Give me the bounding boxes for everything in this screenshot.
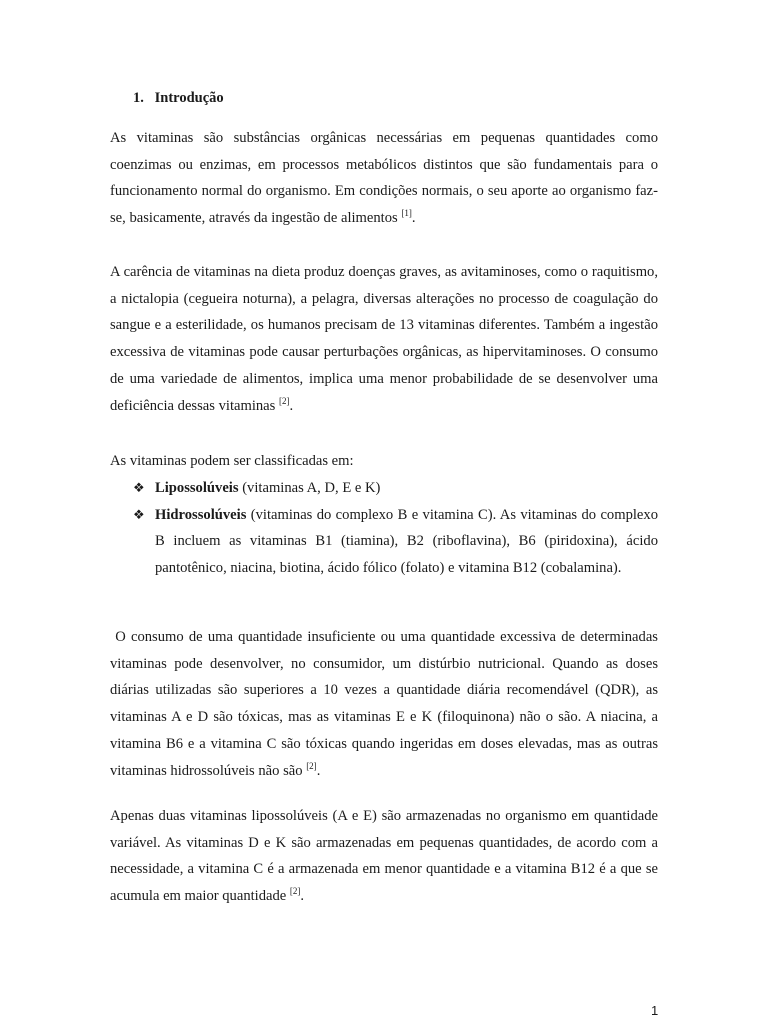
paragraph-5 xyxy=(110,803,658,910)
diamond-bullet-icon: ❖ xyxy=(133,480,145,495)
paragraph-text: As vitaminas podem ser classificadas em: xyxy=(110,453,354,469)
paragraph-3 xyxy=(110,448,658,475)
citation-ref: [2] xyxy=(306,760,317,771)
paragraph-text: Apenas duas vitaminas lipossolúveis (A e E) são armazenadas no organismo em quantidade variável. As vitaminas D e K são armazenadas em pequenas quantidades, de acordo com a necessidade, a vitamina C é a armazenada em menor quantidade e a vitamina B12 é a que se acumula em maior quantidade xyxy=(110,808,658,905)
diamond-bullet-icon: ❖ xyxy=(133,506,145,522)
paragraph-end: . xyxy=(289,397,294,414)
paragraph-text: O consumo de uma quantidade insuficiente ou uma quantidade excessiva de determinadas vitaminas pode desenvolver, no consumidor, um distúrbio nutricional. Quando as doses diárias utilizadas são superiores a 10 vezes a quantidade diária recomendável (QDR), as vitaminas A e D são tóxicas, mas as vitaminas E e K (filoquinona) não o são. A niacina, a vitamina B6 e a vitamina C são tóxicas quando ingeridas em doses elevadas, mas as outras vitaminas hidrossolúveis não são xyxy=(110,629,662,779)
list-item xyxy=(110,502,658,582)
citation-ref: [2] xyxy=(278,395,290,406)
paragraph-text: As vitaminas são substâncias orgânicas necessárias em pequenas quantidades como coenzimas ou enzimas, em processos metabólicos distintos que são fundamentais para o funcionamento normal do organismo. Em condições normais, o seu aporte ao organismo faz-se, basicamente, através da ingestão de alimentos xyxy=(110,130,658,227)
page-number: 1 xyxy=(651,1003,659,1018)
paragraph-1 xyxy=(110,125,658,232)
section-title: Introdução xyxy=(154,90,224,106)
list-item xyxy=(110,475,658,502)
paragraph-text: A carência de vitaminas na dieta produz doenças graves, as avitaminoses, como o raquitismo, a nictalopia (cegueira noturna), a pelagra, diversas alterações no processo de coagulação do sangue e a esterilidade, os humanos precisam de 13 vitaminas diferentes. Também a ingestão excessiva de vitaminas pode causar perturbações orgânicas, as hipervitaminoses. O consumo de uma variedade de alimentos, implica uma menor probabilidade de se desenvolver uma deficiência dessas vitaminas xyxy=(110,264,658,414)
paragraph-end: . xyxy=(316,762,321,779)
citation-ref: [2] xyxy=(289,886,301,897)
paragraph-2 xyxy=(110,259,658,419)
paragraph-4 xyxy=(110,624,662,784)
vitamin-classification-list xyxy=(110,475,658,582)
list-term: Hidrossolúveis xyxy=(155,506,247,523)
section-number: 1. xyxy=(133,90,144,106)
list-desc: (vitaminas do complexo B e vitamina C). As vitaminas do complexo B incluem as vitaminas B1 (tiamina), B2 (riboflavina), B6 (piridoxina), ácido pantotênico, niacina, biotina, ácido fólico (folato) e vitamina B12 (cobalamina). xyxy=(155,506,658,577)
citation-ref: [1] xyxy=(401,208,412,219)
section-heading xyxy=(133,90,224,107)
paragraph-end: . xyxy=(411,210,416,227)
list-desc: (vitaminas A, D, E e K) xyxy=(238,480,381,496)
list-term: Lipossolúveis xyxy=(155,480,239,496)
paragraph-end: . xyxy=(300,888,305,905)
